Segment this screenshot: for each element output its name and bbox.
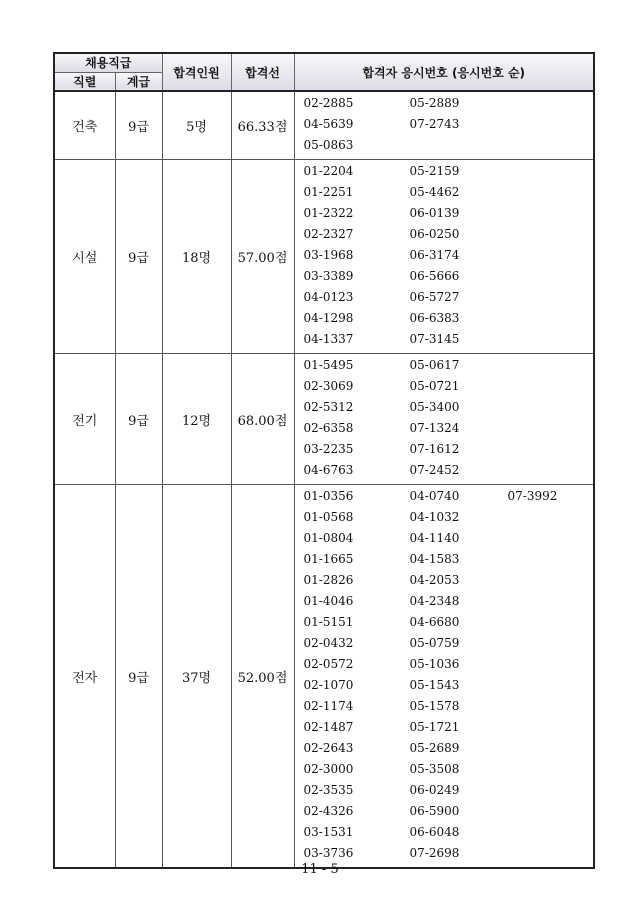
- applicant-number: 03-3736: [303, 846, 354, 860]
- applicant-number: 04-1298: [303, 311, 354, 325]
- applicant-number: [410, 137, 508, 158]
- applicant-number: 01-5495: [303, 358, 354, 372]
- table-row: [54, 485, 594, 869]
- applicant-number: 02-3535: [303, 783, 354, 797]
- applicant-number: [508, 593, 594, 614]
- applicant-number: [508, 462, 594, 483]
- applicant-number: 05-0759: [409, 636, 460, 650]
- applicant-number: 06-5900: [409, 804, 460, 818]
- applicant-number: 04-1583: [409, 552, 460, 566]
- applicant-number: 07-2743: [409, 117, 460, 131]
- applicant-number: 06-0139: [409, 206, 460, 220]
- applicant-number: 05-4462: [409, 185, 460, 199]
- applicant-number: 01-0356: [303, 489, 354, 503]
- applicant-number: [508, 205, 594, 226]
- applicant-number: [508, 803, 594, 824]
- applicant-number: 01-2251: [303, 185, 354, 199]
- applicant-number: 06-5727: [409, 290, 460, 304]
- applicant-number: 02-1487: [303, 720, 354, 734]
- applicant-number: [508, 677, 594, 698]
- applicant-number: 01-4046: [303, 594, 354, 608]
- table-row: [54, 160, 594, 354]
- applicant-number: 07-3992: [507, 489, 558, 503]
- applicant-number: [508, 740, 594, 761]
- applicant-number: 02-1070: [303, 678, 354, 692]
- cutoff-cell: 68.00점: [231, 354, 294, 485]
- series-cell: 전자: [54, 485, 115, 869]
- applicant-number: [508, 509, 594, 530]
- applicant-number: 06-0250: [409, 227, 460, 241]
- applicant-number: [508, 441, 594, 462]
- applicant-number: [508, 357, 594, 378]
- applicant-number: [508, 268, 594, 289]
- applicant-number: 02-2643: [303, 741, 354, 755]
- applicant-number: 01-2322: [303, 206, 354, 220]
- series-cell: 시설: [54, 160, 115, 354]
- applicant-number: [508, 116, 594, 137]
- applicant-number: 05-0721: [409, 379, 460, 393]
- applicant-number: 04-1140: [409, 531, 460, 545]
- applicant-number: 07-1324: [409, 421, 460, 435]
- grade-cell: 9급: [115, 485, 162, 869]
- applicant-number: [508, 614, 594, 635]
- applicant-number: 06-6048: [409, 825, 460, 839]
- applicant-number: [508, 761, 594, 782]
- applicant-number: 07-3145: [409, 332, 460, 346]
- page-number: 11 - 5: [301, 862, 339, 877]
- applicant-number: 02-0572: [303, 657, 354, 671]
- header-cutoff: 합격선: [231, 53, 294, 91]
- applicant-number: [508, 137, 594, 158]
- applicant-number: 01-5151: [303, 615, 354, 629]
- applicant-number: [508, 331, 594, 352]
- applicant-number: [508, 656, 594, 677]
- count-cell: 5명: [162, 91, 231, 160]
- applicant-number: 02-1174: [303, 699, 354, 713]
- applicant-number: 06-6383: [409, 311, 460, 325]
- applicant-number: [508, 289, 594, 310]
- numbers-cell: [294, 91, 594, 160]
- applicant-number: 04-1337: [303, 332, 354, 346]
- applicant-number: 01-0568: [303, 510, 354, 524]
- applicant-number: [508, 824, 594, 845]
- applicant-number: [508, 95, 594, 116]
- applicant-number: 05-2159: [409, 164, 460, 178]
- applicant-number: 05-0863: [303, 138, 354, 152]
- applicant-number: 03-2235: [303, 442, 354, 456]
- applicant-number: 07-1612: [409, 442, 460, 456]
- cutoff-cell: 52.00점: [231, 485, 294, 869]
- applicant-number: 04-2348: [409, 594, 460, 608]
- count-cell: 12명: [162, 354, 231, 485]
- applicant-number: 05-1543: [409, 678, 460, 692]
- applicant-number: 04-0740: [409, 489, 460, 503]
- applicant-number: 03-1531: [303, 825, 354, 839]
- applicant-number: 01-2204: [303, 164, 354, 178]
- applicant-number: 04-1032: [409, 510, 460, 524]
- series-cell: 전기: [54, 354, 115, 485]
- applicant-number: 04-6763: [303, 463, 354, 477]
- count-cell: 37명: [162, 485, 231, 869]
- applicant-number: 06-0249: [409, 783, 460, 797]
- applicant-number: 02-4326: [303, 804, 354, 818]
- header-count: 합격인원: [162, 53, 231, 91]
- applicant-number: [508, 635, 594, 656]
- applicant-number: 05-3400: [409, 400, 460, 414]
- applicant-number: 04-5639: [303, 117, 354, 131]
- applicant-number: 05-0617: [409, 358, 460, 372]
- applicant-number: [508, 399, 594, 420]
- cutoff-cell: 57.00점: [231, 160, 294, 354]
- applicant-number: 03-3389: [303, 269, 354, 283]
- applicant-number: 02-6358: [303, 421, 354, 435]
- applicant-number: 04-6680: [409, 615, 460, 629]
- applicant-number: 05-2689: [409, 741, 460, 755]
- applicant-number: 05-2889: [409, 96, 460, 110]
- applicant-number: [508, 378, 594, 399]
- header-position-group: 채용직급: [54, 53, 162, 72]
- table-row: [54, 354, 594, 485]
- applicant-number: [508, 530, 594, 551]
- series-cell: 건축: [54, 91, 115, 160]
- applicant-number: 01-0804: [303, 531, 354, 545]
- applicant-number: 05-1721: [409, 720, 460, 734]
- applicant-number: 05-1036: [409, 657, 460, 671]
- applicant-number: [508, 184, 594, 205]
- results-table: [53, 52, 595, 869]
- applicant-number: 05-1578: [409, 699, 460, 713]
- applicant-number: 07-2698: [409, 846, 460, 860]
- applicant-number: [508, 719, 594, 740]
- applicant-number: [508, 420, 594, 441]
- header-grade: 계급: [115, 72, 162, 91]
- grade-cell: 9급: [115, 160, 162, 354]
- applicant-number: 03-1968: [303, 248, 354, 262]
- applicant-number: [508, 782, 594, 803]
- applicant-number: 02-3069: [303, 379, 354, 393]
- applicant-number: 05-3508: [409, 762, 460, 776]
- applicant-number: 06-3174: [409, 248, 460, 262]
- applicant-number: 07-2452: [409, 463, 460, 477]
- applicant-number: [508, 698, 594, 719]
- applicant-number: 01-1665: [303, 552, 354, 566]
- cutoff-cell: 66.33점: [231, 91, 294, 160]
- applicant-number: 04-2053: [409, 573, 460, 587]
- applicant-number: 01-2826: [303, 573, 354, 587]
- applicant-number: 02-2885: [303, 96, 354, 110]
- header-numbers: 합격자 응시번호 (응시번호 순): [294, 53, 594, 91]
- applicant-number: [508, 163, 594, 184]
- numbers-cell: [294, 485, 594, 869]
- grade-cell: 9급: [115, 91, 162, 160]
- numbers-cell: [294, 160, 594, 354]
- applicant-number: [508, 572, 594, 593]
- applicant-number: 02-3000: [303, 762, 354, 776]
- applicant-number: 02-0432: [303, 636, 354, 650]
- applicant-number: 02-5312: [303, 400, 354, 414]
- table-row: [54, 91, 594, 160]
- count-cell: 18명: [162, 160, 231, 354]
- applicant-number: 06-5666: [409, 269, 460, 283]
- applicant-number: [508, 247, 594, 268]
- applicant-number: 02-2327: [303, 227, 354, 241]
- numbers-cell: [294, 354, 594, 485]
- header-series: 직렬: [54, 72, 115, 91]
- applicant-number: 04-0123: [303, 290, 354, 304]
- applicant-number: [508, 310, 594, 331]
- applicant-number: [508, 226, 594, 247]
- grade-cell: 9급: [115, 354, 162, 485]
- applicant-number: [508, 551, 594, 572]
